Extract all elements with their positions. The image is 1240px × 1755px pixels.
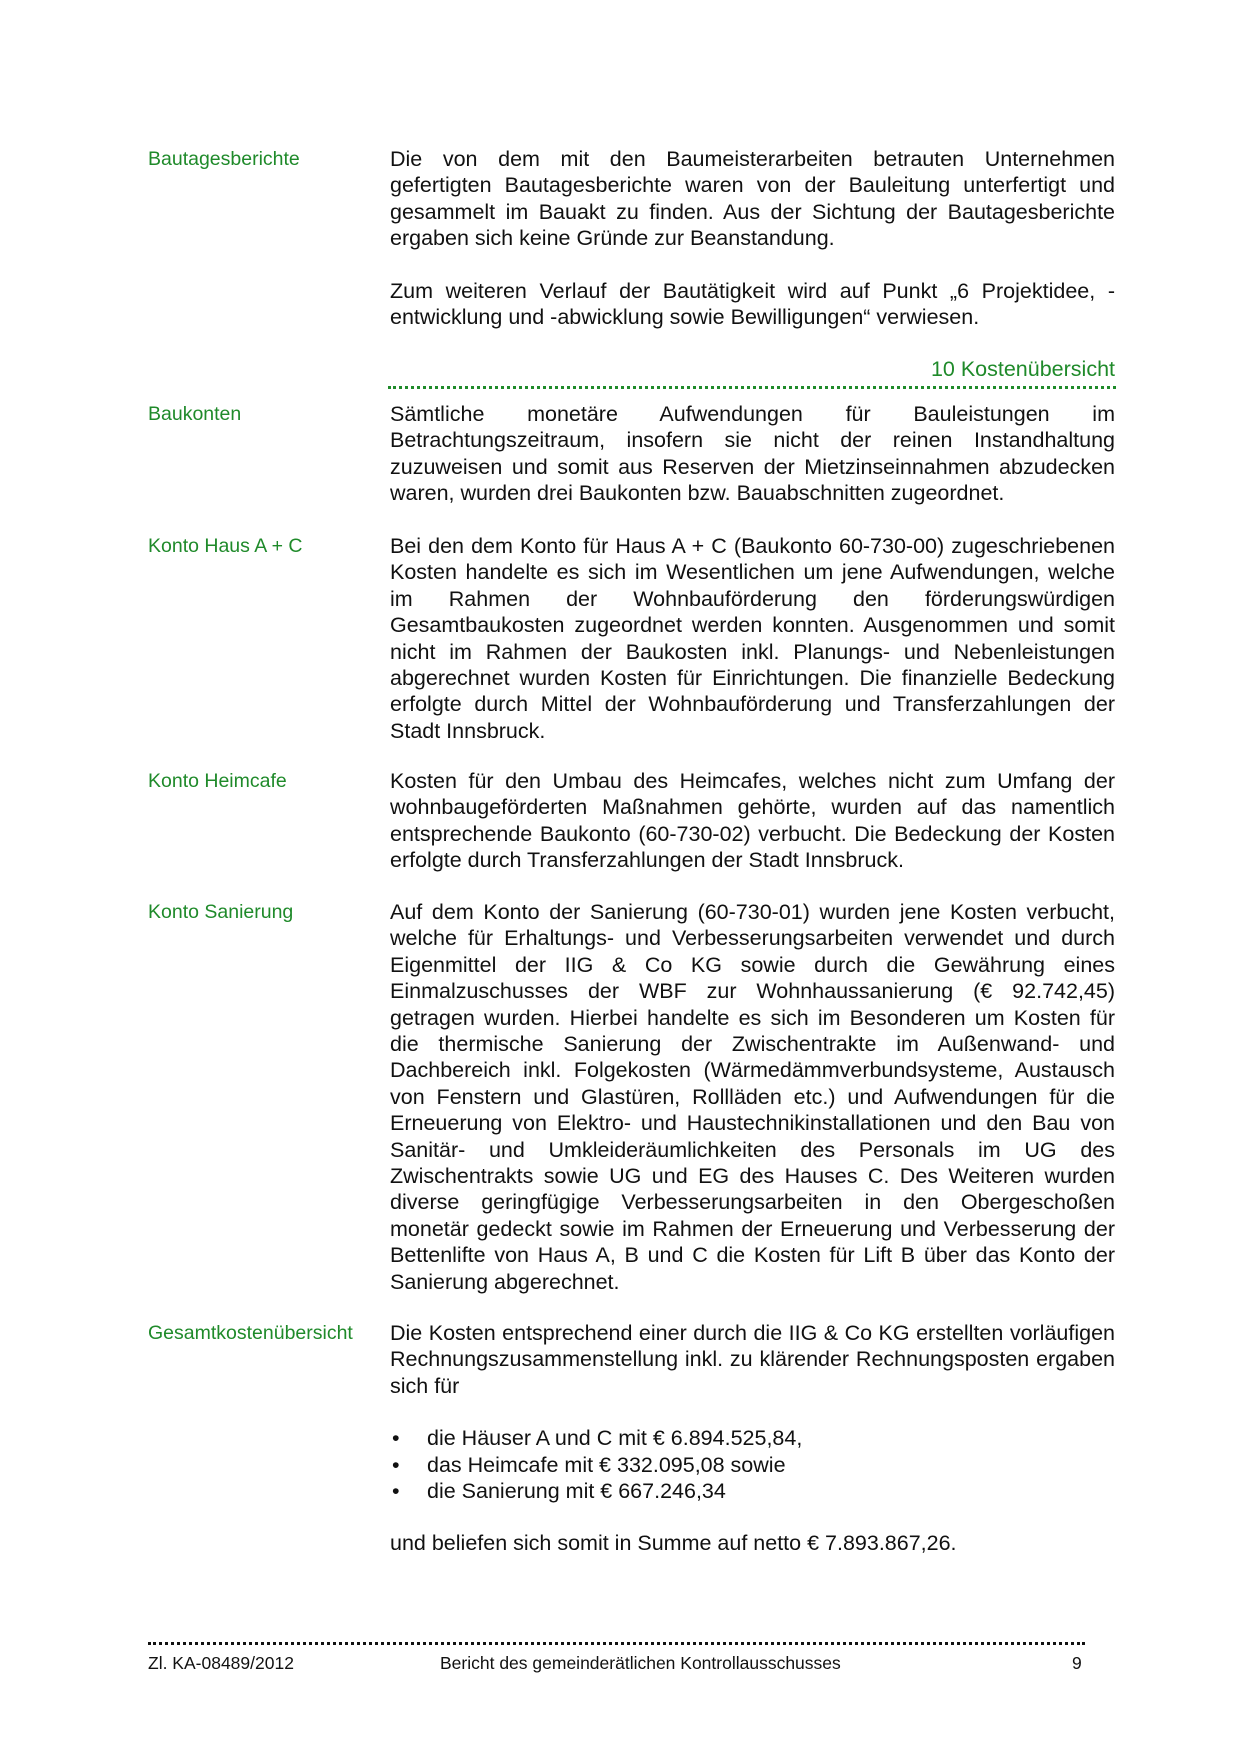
list-item — [390, 1478, 1115, 1504]
section-heading-kostenuebersicht: 10 Kostenübersicht — [930, 357, 1115, 381]
body-baukonten — [390, 401, 1115, 507]
paragraph-konto-heimcafe: Kosten für den Umbau des Heimcafes, welches nicht zum Umfang der wohnbaugeförderten Maßnahmen gehörte, wurden auf das namentlich entsprechende Baukonto (60-730-02) verbucht. Die Bedeckung der Kosten erfolgte durch Transferzahlungen der Stadt Innsbruck. — [390, 769, 1115, 873]
list-item-text: die Sanierung mit € 667.246,34 — [427, 1479, 726, 1504]
bullet-icon: • — [392, 1479, 400, 1504]
bullet-icon: • — [392, 1426, 400, 1451]
list-item — [390, 1425, 1115, 1451]
body-konto-sanierung — [390, 899, 1115, 1295]
body-konto-heimcafe — [390, 768, 1115, 874]
body-bautagesberichte — [390, 146, 1115, 330]
footer-title: Bericht des gemeinderätlichen Kontrollausschusses — [440, 1653, 841, 1673]
list-item-text: die Häuser A und C mit € 6.894.525,84, — [427, 1426, 803, 1451]
paragraph-gesamtkosten-intro: Die Kosten entsprechend einer durch die IIG & Co KG erstellten vorläufigen Rechnungszusammenstellung inkl. zu klärender Rechnungsposten ergaben sich für — [390, 1321, 1115, 1398]
body-gesamtkosten — [390, 1320, 1115, 1557]
side-label-konto-haus: Konto Haus A + C — [148, 535, 303, 557]
side-label-baukonten: Baukonten — [148, 403, 242, 425]
side-label-konto-heimcafe: Konto Heimcafe — [148, 770, 287, 792]
side-label-konto-sanierung: Konto Sanierung — [148, 901, 294, 923]
paragraph-gesamtsumme: und beliefen sich somit in Summe auf netto € 7.893.867,26. — [390, 1531, 957, 1556]
paragraph-konto-haus: Bei den dem Konto für Haus A + C (Baukonto 60-730-00) zugeschriebenen Kosten handelte es sich im Wesentlichen um jene Aufwendungen, welche im Rahmen der Wohnbauförderung den förderungswürdigen Gesamtbaukosten zugeordnet werden konnten. Ausgenommen und somit nicht im Rahmen der Baukosten inkl. Planungs- und Nebenleistungen abgerechnet wurden Kosten für Einrichtungen. Die finanzielle Bedeckung erfolgte durch Mittel der Wohnbauförderung und Transferzahlungen der Stadt Innsbruck. — [390, 534, 1115, 743]
footer-reference: Zl. KA-08489/2012 — [148, 1653, 294, 1673]
side-label-bautagesberichte: Bautagesberichte — [148, 148, 300, 170]
paragraph-verweis: Zum weiteren Verlauf der Bautätigkeit wird auf Punkt „6 Projektidee, -entwicklung und -abwicklung sowie Bewilligungen“ verwiesen. — [390, 278, 1115, 330]
bullet-icon: • — [392, 1452, 400, 1477]
paragraph-baukonten: Sämtliche monetäre Aufwendungen für Bauleistungen im Betrachtungszeitraum, insofern sie nicht der reinen Instandhaltung zuzuweisen und somit aus Reserven der Mietzinseinnahmen abzudecken waren, wurden drei Baukonten bzw. Bauabschnitten zugeordnet. — [390, 402, 1115, 506]
footer-divider — [148, 1642, 1085, 1645]
heading-divider — [388, 386, 1116, 389]
paragraph-konto-sanierung: Auf dem Konto der Sanierung (60-730-01) wurden jene Kosten verbucht, welche für Erhaltungs- und Verbesserungsarbeiten verwendet und durch Eigenmittel der IIG & Co KG sowie durch die Gewährung eines Einmalzuschusses der WBF zur Wohnhaussanierung (€ 92.742,45) getragen wurden. Hierbei handelte es sich im Besonderen um Kosten für die thermische Sanierung der Zwischentrakte im Außenwand- und Dachbereich inkl. Folgekosten (Wärmedämmverbundsysteme, Austausch von Fenstern und Glastüren, Rollläden etc.) und Aufwendungen für die Erneuerung von Elektro- und Haustechnikinstallationen und den Bau von Sanitär- und Umkleideräumlichkeiten des Personals im UG des Zwischentrakts sowie UG und EG des Hauses C. Des Weiteren wurden diverse geringfügige Verbesserungsarbeiten in den Obergeschoßen monetär gedeckt sowie im Rahmen der Erneuerung und Verbesserung der Bettenlifte von Haus A, B und C die Kosten für Lift B über das Konto der Sanierung abgerechnet. — [390, 900, 1115, 1294]
paragraph-bautagesberichte: Die von dem mit den Baumeisterarbeiten betrauten Unternehmen gefertigten Bautagesberichte waren von der Bauleitung unterfertigt und gesammelt im Bauakt zu finden. Aus der Sichtung der Bautagesberichte ergaben sich keine Gründe zur Beanstandung. — [390, 147, 1115, 251]
side-label-gesamtkosten: Gesamtkostenübersicht — [148, 1322, 353, 1344]
list-item-text: das Heimcafe mit € 332.095,08 sowie — [427, 1452, 786, 1477]
list-item — [390, 1452, 1115, 1478]
cost-list — [390, 1425, 1115, 1504]
page-number: 9 — [1072, 1653, 1082, 1673]
body-konto-haus — [390, 533, 1115, 744]
